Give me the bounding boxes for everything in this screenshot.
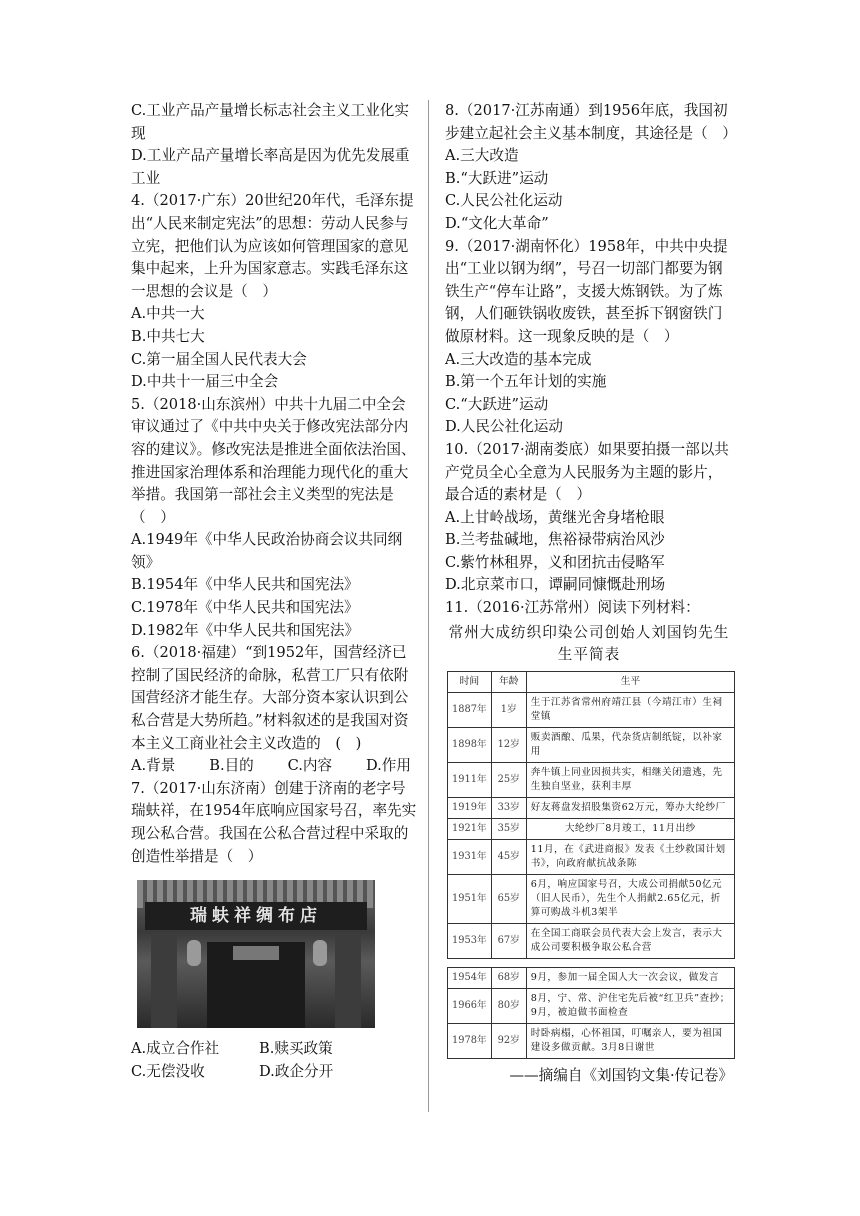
table-row	[448, 988, 735, 1023]
column-divider	[428, 100, 429, 1112]
row-age: 92岁	[491, 1023, 526, 1058]
row-event: 时卧病榻，心怀祖国，叮嘱亲人，要为祖国建设多做贡献。3月8日谢世	[526, 1023, 734, 1058]
row-year: 1931年	[448, 839, 492, 874]
row-year: 1966年	[448, 988, 492, 1023]
q10-option-d: D.北京菜市口，谭嗣同慷慨赴刑场	[445, 576, 666, 594]
table-row	[448, 923, 735, 958]
left-column	[131, 100, 419, 1083]
q4-option-d: D.中共十一届三中全会	[131, 373, 279, 391]
q9-option-b: B.第一个五年计划的实施	[445, 373, 607, 391]
row-event: 奔牛镇上同业因损共实，相继关闭遗逃，先生独自坚业，获利丰厚	[526, 762, 734, 797]
row-year: 1911年	[448, 762, 492, 797]
row-age: 45岁	[491, 839, 526, 874]
header-age: 年龄	[491, 671, 526, 692]
table-header-row	[448, 671, 735, 692]
row-age: 25岁	[491, 762, 526, 797]
row-age: 68岁	[491, 967, 526, 988]
q9-option-d: D.人民公社化运动	[445, 418, 563, 436]
photo-pillar-right	[335, 935, 361, 1028]
q8-stem: 8.（2017·江苏南通）到1956年底，我国初步建立起社会主义基本制度，其途径是（ ）	[445, 102, 737, 142]
biography-table-1	[447, 671, 735, 959]
biography-table-2	[447, 967, 735, 1059]
table-row	[448, 818, 735, 839]
q4-option-b: B.中共七大	[131, 327, 205, 345]
q11-table-caption: 常州大成纺织印染公司创始人刘国钧先生生平简表	[448, 623, 730, 664]
q10-option-a: A.上甘岭战场，黄继光舍身堵枪眼	[445, 508, 665, 526]
photo-lantern-right	[313, 940, 327, 966]
row-age: 1岁	[491, 692, 526, 727]
row-year: 1919年	[448, 797, 492, 818]
right-column	[445, 100, 737, 1087]
q3-option-d: D.工业产品产量增长率高是因为优先发展重工业	[131, 147, 410, 187]
table-row	[448, 839, 735, 874]
q6-stem: 6.（2018·福建）“到1952年，国营经济已控制了国民经济的命脉，私营工厂只有依附国营经济才能生存。大部分资本家认识到公私合营是大势所趋。”材料叙述的是我国对资本主义工商业社会主义改造的 ( )	[131, 644, 409, 752]
photo-pillar-left	[151, 935, 177, 1028]
row-year: 1887年	[448, 692, 492, 727]
row-year: 1954年	[448, 967, 492, 988]
table-row	[448, 797, 735, 818]
row-year: 1953年	[448, 923, 492, 958]
q7-option-c: C.无偿没收	[131, 1062, 205, 1080]
row-event: 生于江苏省常州府靖江县（今靖江市）生祠堂镇	[526, 692, 734, 727]
row-age: 65岁	[491, 874, 526, 923]
q7-options-row2	[131, 1061, 419, 1084]
header-life: 生平	[526, 671, 734, 692]
q6-option-b: B.目的	[209, 757, 254, 775]
row-event: 9月，参加一届全国人大一次会议，做发言	[526, 967, 734, 988]
q10-option-b: B.兰考盐碱地，焦裕禄带病治风沙	[445, 531, 665, 549]
row-event: 大纶纱厂8月竣工，11月出纱	[526, 818, 734, 839]
q11-stem: 11.（2016·江苏常州）阅读下列材料：	[445, 599, 700, 617]
table-row	[448, 1023, 735, 1058]
q9-option-a: A.三大改造的基本完成	[445, 350, 592, 368]
q10-option-c: C.紫竹林租界，义和团抗击侵略军	[445, 553, 665, 571]
q8-option-c: C.人民公社化运动	[445, 192, 563, 210]
q5-stem: 5.（2018·山东滨州）中共十九届二中全会审议通过了《中共中央关于修改宪法部分内容的建议》。修改宪法是推进全面依法治国、推进国家治理体系和治理能力现代化的重大举措。我国第一部社会主义类型的宪法是（ ）	[131, 395, 416, 526]
table-row	[448, 967, 735, 988]
photo-plaque	[233, 946, 279, 960]
q8-option-d: D.“文化大革命”	[445, 214, 549, 232]
q4-option-c: C.第一届全国人民代表大会	[131, 350, 307, 368]
row-age: 35岁	[491, 818, 526, 839]
q7-option-d: D.政企分开	[259, 1062, 334, 1080]
q7-option-a: A.成立合作社	[131, 1040, 220, 1058]
q9-stem: 9.（2017·湖南怀化）1958年，中共中央提出“工业以钢为纲”，号召一切部门都要为钢铁生产“停车让路”，支援大炼钢铁。为了炼钢，人们砸铁锅收废铁，甚至拆下钢窗铁门做原材料。这一现象反映的是（ ）	[445, 237, 728, 345]
ruifuxiang-storefront-photo	[137, 880, 375, 1028]
q6-options	[131, 755, 419, 778]
row-age: 12岁	[491, 727, 526, 762]
row-event: 在全国工商联会员代表大会上发言，表示大成公司要积极争取公私合营	[526, 923, 734, 958]
row-year: 1898年	[448, 727, 492, 762]
photo-shop-sign: 瑞蚨祥绸布店	[145, 902, 367, 930]
table-gap	[445, 959, 733, 967]
q8-option-a: A.三大改造	[445, 147, 519, 165]
row-age: 33岁	[491, 797, 526, 818]
row-event: 贩卖酒酿、瓜果，代杂货店制纸锭，以补家用	[526, 727, 734, 762]
table-row	[448, 727, 735, 762]
row-age: 67岁	[491, 923, 526, 958]
q5-option-c: C.1978年《中华人民共和国宪法》	[131, 599, 359, 617]
row-age: 80岁	[491, 988, 526, 1023]
q4-stem: 4.（2017·广东）20世纪20年代，毛泽东提出“人民来制定宪法”的思想：劳动人民参与立宪，把他们认为应该如何管理国家的意见集中起来，上升为国家意志。实践毛泽东这一思想的会议是（ ）	[131, 192, 414, 300]
table-row	[448, 762, 735, 797]
row-year: 1978年	[448, 1023, 492, 1058]
q5-option-a: A.1949年《中华人民政治协商会议共同纲领》	[131, 531, 403, 571]
photo-lantern-left	[187, 940, 201, 966]
q7-option-b: B.赎买政策	[259, 1040, 333, 1058]
row-event: 6月，响应国家号召，大成公司捐献50亿元（旧人民币），先生个人捐献2.65亿元，折算可购战斗机3架半	[526, 874, 734, 923]
row-event: 8月，宁、常、沪住宅先后被“红卫兵”查抄；9月，被迫做书面检查	[526, 988, 734, 1023]
q7-stem: 7.（2017·山东济南）创建于济南的老字号瑞蚨祥，在1954年底响应国家号召，率先实现公私合营。我国在公私合营过程中采取的创造性举措是（ ）	[131, 779, 417, 865]
q4-option-a: A.中共一大	[131, 305, 205, 323]
table-source-citation: ——摘编自《刘国钧文集·传记卷》	[509, 1066, 733, 1084]
q5-option-b: B.1954年《中华人民共和国宪法》	[131, 576, 359, 594]
header-time: 时间	[448, 671, 492, 692]
row-year: 1921年	[448, 818, 492, 839]
q3-option-c: C.工业产品产量增长标志社会主义工业化实现	[131, 102, 409, 142]
q9-option-c: C.“大跃进”运动	[445, 395, 549, 413]
q6-option-a: A.背景	[131, 757, 176, 775]
q5-option-d: D.1982年《中华人民共和国宪法》	[131, 621, 360, 639]
row-event: 好友蒋盘发招股集资62万元，筹办大纶纱厂	[526, 797, 734, 818]
q8-option-b: B.“大跃进”运动	[445, 169, 549, 187]
q7-options-row1	[131, 1038, 419, 1061]
row-event: 11月，在《武进商报》发表《土纱救国计划书》，向政府献抗战条陈	[526, 839, 734, 874]
row-year: 1951年	[448, 874, 492, 923]
q6-option-d: D.作用	[365, 757, 411, 775]
table-row	[448, 874, 735, 923]
q6-option-c: C.内容	[287, 757, 333, 775]
q10-stem: 10.（2017·湖南娄底）如果要拍摄一部以共产党员全心全意为人民服务为主题的影片，最合适的素材是（ ）	[445, 440, 729, 504]
table-row	[448, 692, 735, 727]
